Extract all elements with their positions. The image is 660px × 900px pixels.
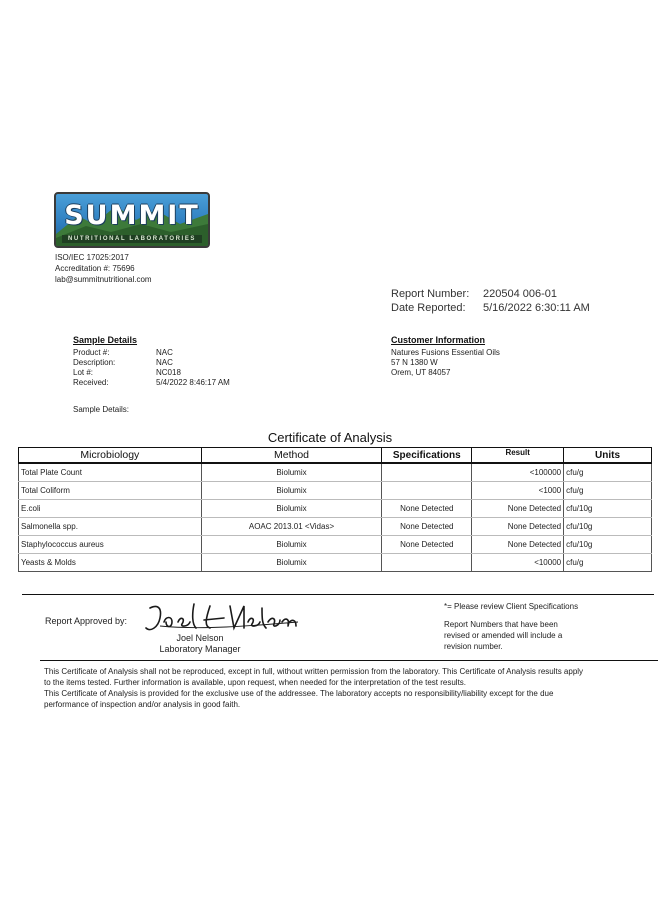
report-number-value: 220504 006-01: [483, 288, 558, 300]
disclaimer: [44, 666, 644, 710]
lab-email: lab@summitnutritional.com: [55, 275, 152, 284]
summit-logo: [54, 192, 210, 248]
revision-note-line-1: Report Numbers that have been: [444, 620, 558, 629]
test-result: None Detected: [472, 518, 564, 536]
test-units: cfu/10g: [564, 536, 652, 554]
test-spec: None Detected: [382, 500, 472, 518]
lab-info: [55, 252, 152, 285]
test-spec: None Detected: [382, 518, 472, 536]
test-name: Salmonella spp.: [19, 518, 202, 536]
lot-label: Lot #:: [73, 368, 94, 377]
results-table: [18, 447, 652, 572]
test-units: cfu/g: [564, 463, 652, 482]
date-reported-label: Date Reported:: [391, 302, 466, 314]
test-method: Biolumix: [201, 554, 382, 572]
approver-title: Laboratory Manager: [159, 644, 241, 654]
logo-wordmark: SUMMIT: [64, 200, 200, 231]
test-result: <1000: [472, 482, 564, 500]
description-label: Description:: [73, 358, 116, 367]
table-row: [19, 536, 652, 554]
approved-by-label: Report Approved by:: [45, 616, 128, 626]
customer-info: [391, 348, 500, 378]
test-spec: None Detected: [382, 536, 472, 554]
test-method: Biolumix: [201, 463, 382, 482]
header-result: Result: [472, 448, 564, 464]
test-method: Biolumix: [201, 536, 382, 554]
test-method: AOAC 2013.01 <Vidas>: [201, 518, 382, 536]
header-units: Units: [564, 448, 652, 464]
disclaimer-line-1: This Certificate of Analysis shall not be reproduced, except in full, without written permission from the laboratory. This Certificate of Analysis results apply: [44, 667, 584, 676]
product-value: NAC: [156, 348, 173, 357]
table-header-row: [19, 448, 652, 464]
spec-note: *= Please review Client Specifications: [444, 602, 579, 611]
table-row: [19, 518, 652, 536]
disclaimer-line-2: to the items tested. Further information is available, upon request, when needed for the interpretation of the test results.: [44, 678, 467, 687]
test-units: cfu/10g: [564, 518, 652, 536]
product-label: Product #:: [73, 348, 110, 357]
revision-note-line-3: revision number.: [444, 642, 503, 651]
test-units: cfu/g: [564, 482, 652, 500]
test-result: <10000: [472, 554, 564, 572]
table-row: [19, 482, 652, 500]
customer-info-title: Customer Information: [391, 335, 486, 345]
test-result: None Detected: [472, 536, 564, 554]
approver-name: Joel Nelson: [176, 633, 224, 643]
description-value: NAC: [156, 358, 173, 367]
header-method: Method: [201, 448, 382, 464]
customer-name: Natures Fusions Essential Oils: [391, 348, 500, 357]
customer-address-2: Orem, UT 84057: [391, 368, 451, 377]
table-row: [19, 463, 652, 482]
date-reported-value: 5/16/2022 6:30:11 AM: [483, 302, 590, 314]
table-row: [19, 554, 652, 572]
sample-details-labels: [73, 348, 115, 388]
disclaimer-line-4: performance of inspection and/or analysis in good faith.: [44, 700, 241, 709]
sample-details-title: Sample Details: [73, 335, 138, 345]
test-spec: [382, 554, 472, 572]
test-name: Yeasts & Molds: [19, 554, 202, 572]
test-units: cfu/10g: [564, 500, 652, 518]
test-spec: [382, 463, 472, 482]
disclaimer-divider: [40, 660, 658, 661]
test-name: Staphylococcus aureus: [19, 536, 202, 554]
lot-value: NC018: [156, 368, 181, 377]
test-method: Biolumix: [201, 500, 382, 518]
signature-image: [140, 600, 300, 636]
sample-details-footer-label: Sample Details:: [73, 405, 130, 414]
approval-top-divider: [22, 594, 654, 595]
approver-block: [150, 633, 250, 655]
customer-address-1: 57 N 1380 W: [391, 358, 438, 367]
revision-note: [444, 619, 562, 652]
test-name: Total Coliform: [19, 482, 202, 500]
received-value: 5/4/2022 8:46:17 AM: [156, 378, 230, 387]
sample-details-values: [156, 348, 230, 388]
iso-standard: ISO/IEC 17025:2017: [55, 253, 129, 262]
table-row: [19, 500, 652, 518]
test-name: E.coli: [19, 500, 202, 518]
test-name: Total Plate Count: [19, 463, 202, 482]
certificate-title: Certificate of Analysis: [267, 430, 393, 445]
test-result: None Detected: [472, 500, 564, 518]
test-method: Biolumix: [201, 482, 382, 500]
revision-note-line-2: revised or amended will include a: [444, 631, 563, 640]
report-number-label: Report Number:: [391, 288, 470, 300]
accreditation-number: Accreditation #: 75696: [55, 264, 135, 273]
header-microbiology: Microbiology: [19, 448, 202, 464]
test-result: <100000: [472, 463, 564, 482]
test-spec: [382, 482, 472, 500]
received-label: Received:: [73, 378, 109, 387]
disclaimer-line-3: This Certificate of Analysis is provided for the exclusive use of the addressee. The laboratory accepts no responsibility/liability except for the due: [44, 689, 554, 698]
header-specifications: Specifications: [382, 448, 472, 464]
test-units: cfu/g: [564, 554, 652, 572]
logo-subtitle: NUTRITIONAL LABORATORIES: [62, 235, 202, 243]
